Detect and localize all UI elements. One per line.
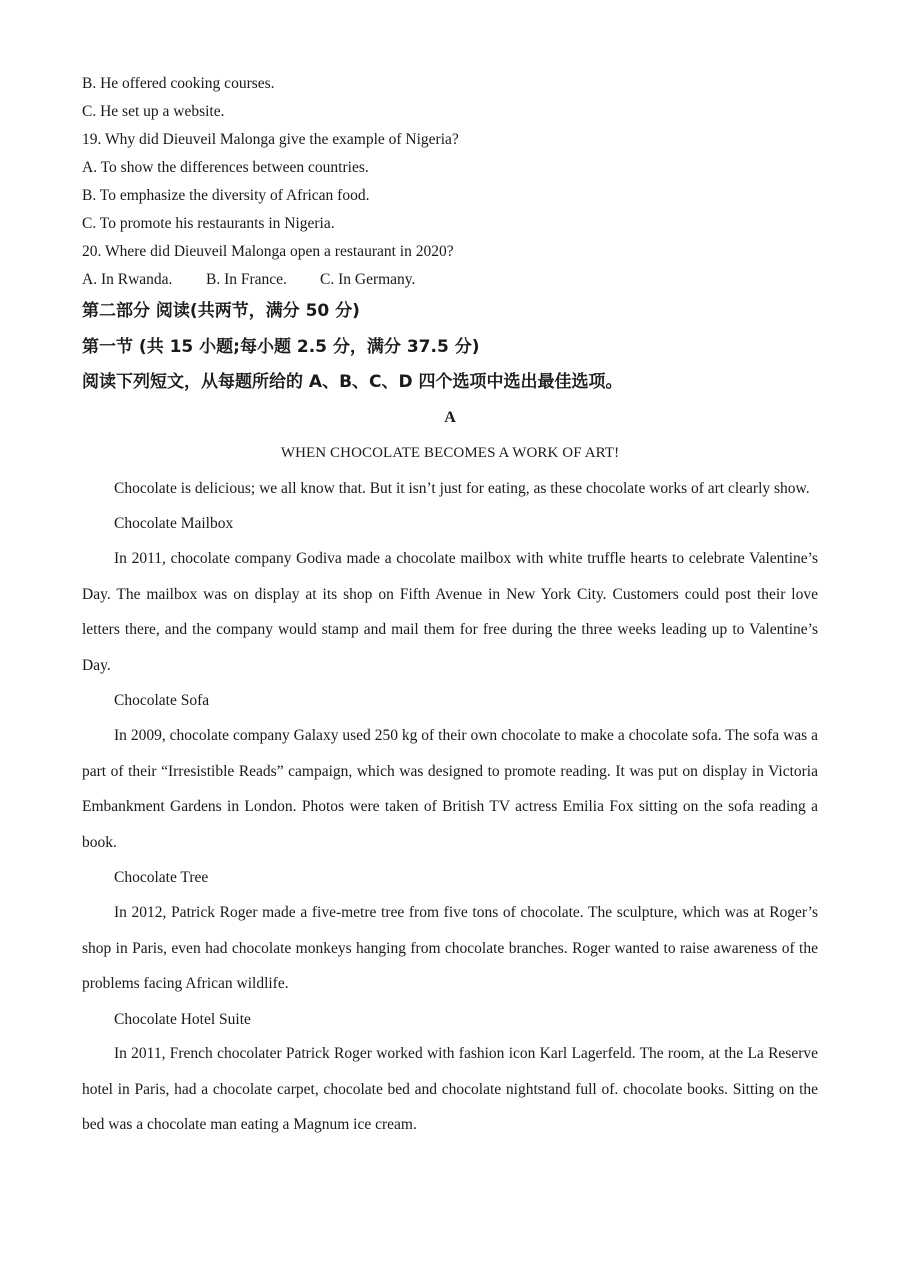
q18-option-b: B. He offered cooking courses.: [82, 75, 275, 92]
part-two-heading: 第二部分 阅读(共两节，满分 50 分): [82, 301, 360, 321]
q19-option-a: A. To show the differences between countries.: [82, 159, 369, 176]
q19-option-b: B. To emphasize the diversity of African food.: [82, 187, 370, 204]
q20-stem: 20. Where did Dieuveil Malonga open a restaurant in 2020?: [82, 243, 454, 260]
sofa-heading: Chocolate Sofa: [114, 692, 210, 709]
tree-paragraph: In 2012, Patrick Roger made a five-metre tree from five tons of chocolate. The sculpture, which was at Roger’s shop in Paris, even had chocolate monkeys hanging from chocolate branches. Roger wanted to raise awareness of the problems facing African wildlife.: [82, 904, 818, 992]
mailbox-heading: Chocolate Mailbox: [114, 515, 234, 532]
passage-letter: A: [444, 409, 456, 426]
suite-heading: Chocolate Hotel Suite: [114, 1011, 251, 1028]
q20-option-b: B. In France.: [206, 271, 287, 288]
q19-option-c: C. To promote his restaurants in Nigeria.: [82, 215, 335, 232]
q20-option-a: A. In Rwanda.: [82, 271, 173, 288]
reading-instruction: 阅读下列短文，从每题所给的 A、B、C、D 四个选项中选出最佳选项。: [82, 372, 623, 392]
suite-paragraph: In 2011, French chocolater Patrick Roger worked with fashion icon Karl Lagerfeld. The room, at the La Reserve hotel in Paris, had a chocolate carpet, chocolate bed and chocolate nightstand full of. chocolate books. Sitting on the bed was a chocolate man eating a Magnum ice cream.: [82, 1045, 818, 1133]
passage-title: WHEN CHOCOLATE BECOMES A WORK OF ART!: [280, 445, 620, 461]
q20-option-c: C. In Germany.: [320, 271, 416, 288]
section-one-heading: 第一节 (共 15 小题;每小题 2.5 分，满分 37.5 分): [82, 337, 480, 357]
tree-heading: Chocolate Tree: [114, 869, 209, 886]
passage-intro: Chocolate is delicious; we all know that. But it isn’t just for eating, as these chocolate works of art clearly show.: [114, 480, 810, 497]
q19-stem: 19. Why did Dieuveil Malonga give the example of Nigeria?: [82, 131, 459, 148]
q20-options: [82, 270, 415, 290]
q18-option-c: C. He set up a website.: [82, 103, 225, 120]
mailbox-paragraph: In 2011, chocolate company Godiva made a chocolate mailbox with white truffle hearts to celebrate Valentine’s Day. The mailbox was on display at its shop on Fifth Avenue in New York City. Customers could post their love letters there, and the company would stamp and mail them for free during the three weeks leading up to Valentine’s Day.: [82, 550, 818, 674]
sofa-paragraph: In 2009, chocolate company Galaxy used 250 kg of their own chocolate to make a chocolate sofa. The sofa was a part of their “Irresistible Reads” campaign, which was designed to promote reading. It was put on display in Victoria Embankment Gardens in London. Photos were taken of British TV actress Emilia Fox sitting on the sofa reading a book.: [82, 727, 818, 851]
